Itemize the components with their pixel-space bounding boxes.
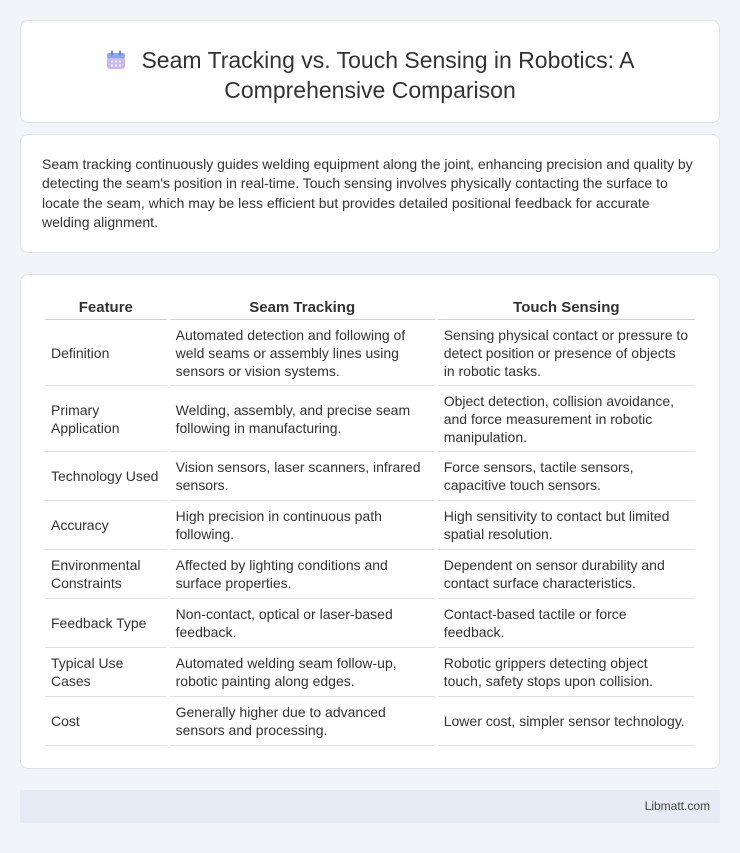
touch-sensing-cell: Dependent on sensor durability and contact surface characteristics.: [438, 550, 695, 599]
header-feature: Feature: [45, 296, 167, 320]
feature-cell: Environmental Constraints: [45, 550, 167, 599]
seam-tracking-cell: Vision sensors, laser scanners, infrared sensors.: [170, 452, 435, 501]
calendar-icon: [105, 49, 127, 71]
intro-card: [20, 134, 720, 253]
seam-tracking-cell: Automated welding seam follow-up, robotic painting along edges.: [170, 648, 435, 697]
feature-cell: Feedback Type: [45, 599, 167, 648]
title-card: [20, 20, 720, 123]
feature-cell: Definition: [45, 320, 167, 386]
touch-sensing-cell: Contact-based tactile or force feedback.: [438, 599, 695, 648]
seam-tracking-cell: Welding, assembly, and precise seam following in manufacturing.: [170, 386, 435, 452]
table-row: [45, 386, 695, 452]
intro-paragraph: Seam tracking continuously guides welding equipment along the joint, enhancing precision and quality by detecting the seam's position in real-time. Touch sensing involves physically contacting the surface to locate the seam, which may be less efficient but provides detailed positional feedback for accurate welding alignment.: [42, 156, 693, 231]
touch-sensing-cell: Sensing physical contact or pressure to detect position or presence of objects in robotic tasks.: [438, 320, 695, 386]
footer: [20, 790, 720, 823]
table-row: [45, 452, 695, 501]
comparison-table: [42, 296, 698, 746]
comparison-card: [20, 274, 720, 769]
feature-cell: Accuracy: [45, 501, 167, 550]
table-row: [45, 501, 695, 550]
touch-sensing-cell: High sensitivity to contact but limited spatial resolution.: [438, 501, 695, 550]
seam-tracking-cell: Non-contact, optical or laser-based feedback.: [170, 599, 435, 648]
seam-tracking-cell: Generally higher due to advanced sensors and processing.: [170, 697, 435, 746]
title-line-2: Comprehensive Comparison: [224, 77, 516, 103]
table-row: [45, 320, 695, 386]
table-header-row: [45, 296, 695, 320]
seam-tracking-cell: Automated detection and following of weld seams or assembly lines using sensors or vision systems.: [170, 320, 435, 386]
touch-sensing-cell: Lower cost, simpler sensor technology.: [438, 697, 695, 746]
title-line-1: Seam Tracking vs. Touch Sensing in Robotics: A: [141, 47, 635, 73]
table-row: [45, 550, 695, 599]
feature-cell: Typical Use Cases: [45, 648, 167, 697]
touch-sensing-cell: Object detection, collision avoidance, and force measurement in robotic manipulation.: [438, 386, 695, 452]
table-row: [45, 599, 695, 648]
table-row: [45, 648, 695, 697]
table-row: [45, 697, 695, 746]
header-seam-tracking: Seam Tracking: [170, 296, 435, 320]
header-touch-sensing: Touch Sensing: [438, 296, 695, 320]
feature-cell: Cost: [45, 697, 167, 746]
seam-tracking-cell: Affected by lighting conditions and surface properties.: [170, 550, 435, 599]
seam-tracking-cell: High precision in continuous path following.: [170, 501, 435, 550]
touch-sensing-cell: Robotic grippers detecting object touch, safety stops upon collision.: [438, 648, 695, 697]
touch-sensing-cell: Force sensors, tactile sensors, capacitive touch sensors.: [438, 452, 695, 501]
footer-site-link[interactable]: Libmatt.com: [644, 799, 710, 813]
page-title: [21, 45, 719, 105]
feature-cell: Technology Used: [45, 452, 167, 501]
feature-cell: Primary Application: [45, 386, 167, 452]
